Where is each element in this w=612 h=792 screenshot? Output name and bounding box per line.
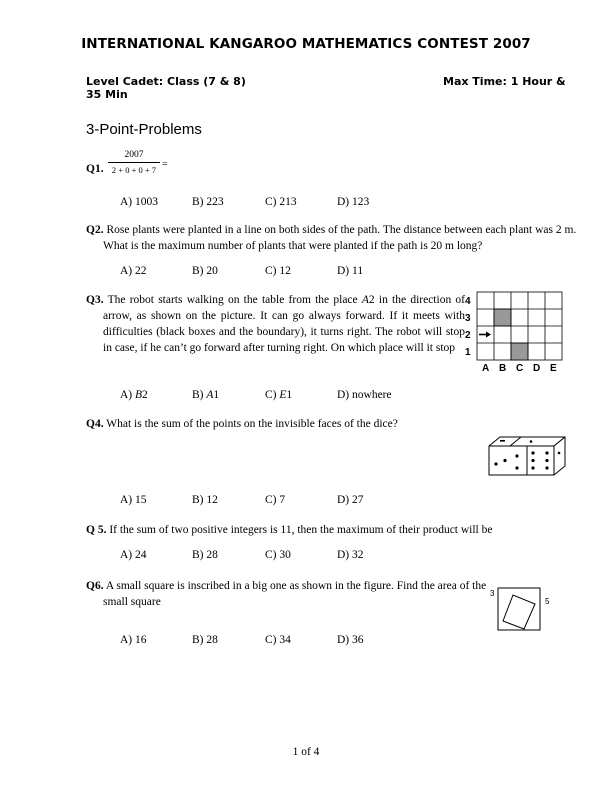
level-line	[86, 75, 246, 88]
question-number-6: Q6.	[86, 580, 104, 592]
shaded-cell-c1	[511, 343, 528, 360]
option-a[interactable]: A) 24	[120, 549, 147, 561]
col-label-b: B	[499, 363, 507, 374]
option-c[interactable]: C) 34	[265, 634, 291, 646]
level-value: Class (7 & 8)	[167, 75, 246, 88]
option-a[interactable]: A) 15	[120, 494, 147, 506]
fraction-bar	[108, 162, 160, 163]
answer-row-4	[0, 494, 612, 510]
shaded-cell-b3	[494, 309, 511, 326]
option-c[interactable]: C) 30	[265, 549, 291, 561]
option-c[interactable]: C) E1	[265, 389, 293, 401]
page-number: 1 of 4	[292, 746, 320, 758]
question-text-2: Rose plants were planted in a line on both sides of the path. The distance between each plant was 2 m. What is the maximum number of plants that were planted if the path is 20 m long?	[103, 224, 577, 252]
option-b[interactable]: B) 12	[192, 494, 218, 506]
section-heading: 3-Point-Problems	[86, 121, 202, 138]
question-text-5: If the sum of two positive integers is 11, then the maximum of their product will be	[109, 524, 493, 536]
option-b[interactable]: B) 223	[192, 196, 224, 208]
option-a[interactable]: A) 22	[120, 265, 147, 277]
inscribed-square-figure	[488, 584, 556, 636]
option-c[interactable]: C) 12	[265, 265, 291, 277]
question-text-6: A small square is inscribed in a big one as shown in the figure. Find the area of the small square	[103, 580, 487, 608]
option-b[interactable]: B) 28	[192, 634, 218, 646]
level-label: Level Cadet:	[86, 75, 164, 88]
question-5	[86, 522, 556, 538]
answer-row-3	[0, 389, 612, 405]
answer-row-2	[0, 265, 612, 281]
option-d[interactable]: D) 123	[337, 196, 370, 208]
answer-row-5	[0, 549, 612, 565]
option-b[interactable]: B) A1	[192, 389, 220, 401]
fraction-equals: =	[162, 159, 168, 170]
answer-row-1	[0, 196, 612, 212]
option-d[interactable]: D) nowhere	[337, 389, 392, 401]
side-label-left: 3	[490, 589, 495, 598]
question-2	[86, 222, 583, 254]
option-a[interactable]: A) 16	[120, 634, 147, 646]
fraction-denominator: 2 + 0 + 0 + 7	[111, 165, 157, 175]
dice-figure	[486, 434, 572, 480]
time-continuation: 35 Min	[86, 88, 128, 101]
die-front-left	[489, 446, 527, 475]
question-4	[86, 416, 566, 432]
fraction-numerator: 2007	[124, 150, 144, 160]
option-d[interactable]: D) 36	[337, 634, 364, 646]
row-label-1: 1	[465, 347, 471, 358]
col-label-c: C	[516, 363, 524, 374]
big-square	[498, 588, 540, 630]
question-text-4: What is the sum of the points on the invisible faces of the dice?	[106, 418, 398, 430]
row-label-3: 3	[465, 313, 471, 324]
option-c[interactable]: C) 7	[265, 494, 286, 506]
option-b[interactable]: B) 20	[192, 265, 218, 277]
option-a[interactable]: A) B2	[120, 389, 148, 401]
question-6	[86, 578, 495, 610]
question-number-3: Q3.	[86, 294, 104, 306]
die-front-right	[527, 446, 554, 475]
answer-row-6	[0, 634, 612, 650]
col-label-e: E	[550, 363, 557, 374]
fraction	[108, 150, 160, 175]
question-number-4: Q4.	[86, 418, 104, 430]
option-c[interactable]: C) 213	[265, 196, 297, 208]
side-label-right: 5	[545, 597, 550, 606]
question-number-2: Q2.	[86, 224, 104, 236]
row-label-2: 2	[465, 330, 471, 341]
option-b[interactable]: B) 28	[192, 549, 218, 561]
contest-title: INTERNATIONAL KANGAROO MATHEMATICS CONTEST 2007	[81, 36, 531, 52]
time-label: Max Time: 1 Hour &	[443, 75, 566, 88]
option-d[interactable]: D) 32	[337, 549, 364, 561]
option-d[interactable]: D) 27	[337, 494, 364, 506]
row-label-4: 4	[465, 296, 471, 307]
col-label-a: A	[482, 363, 490, 374]
option-a[interactable]: A) 1003	[120, 196, 159, 208]
option-d[interactable]: D) 11	[337, 265, 364, 277]
robot-grid-figure	[462, 290, 572, 374]
question-3: Q3. The robot starts walking on the table from the place A2 in the direction of arrow, as shown on the picture. It can go always forward. If it meets with difficulties (black boxes and the boundary), it turns right. The robot will stop in case, if he can’t go forward after turning right. On which place will it stop	[86, 294, 465, 354]
col-label-d: D	[533, 363, 541, 374]
question-number-5: Q 5.	[86, 524, 107, 536]
question-number-1: Q1.	[86, 163, 104, 175]
